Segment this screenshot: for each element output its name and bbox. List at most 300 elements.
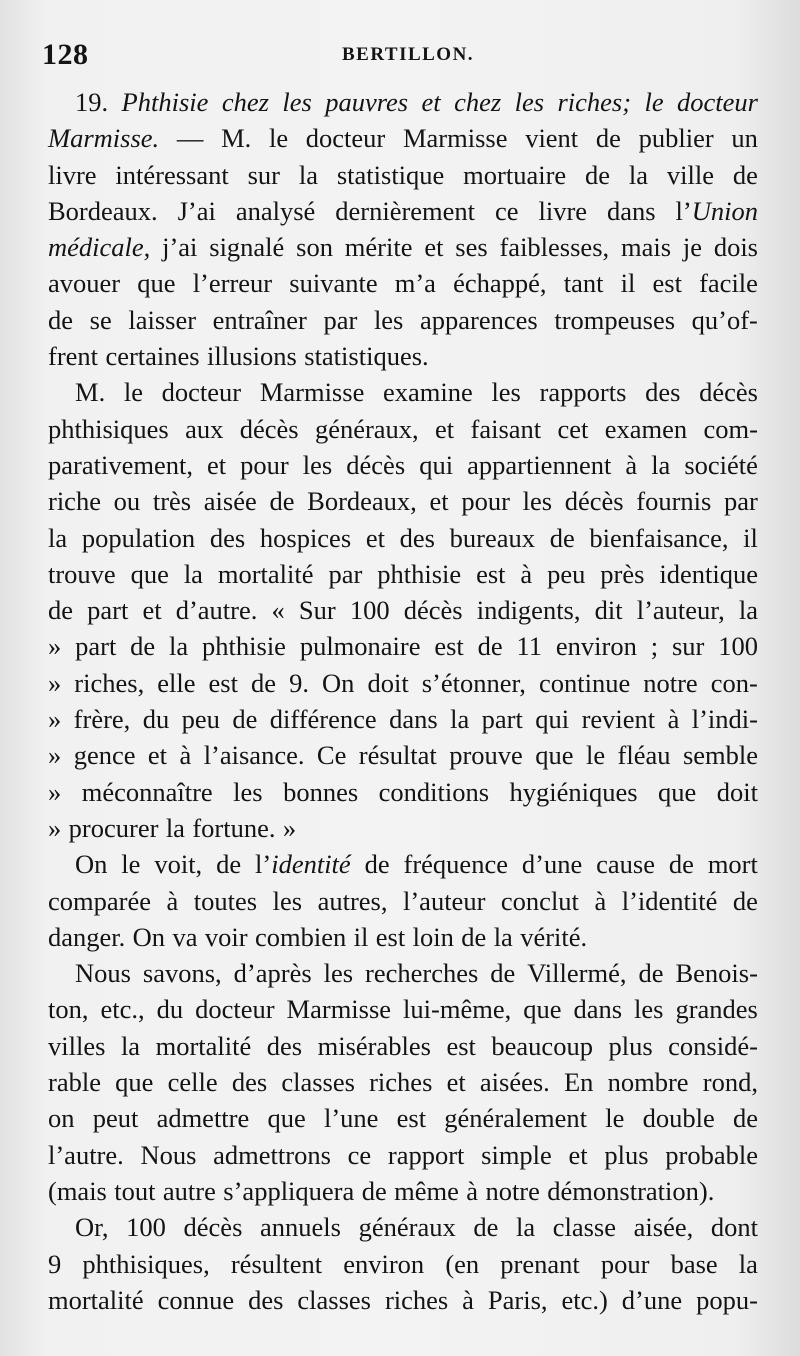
word: classes [281,1067,355,1098]
word: la [183,558,203,589]
word: de [216,849,242,880]
word: entraîner [212,304,307,335]
word: Ce [316,740,347,771]
word: Sur [298,595,336,626]
word: plus [604,1139,649,1170]
word: Marmisse [286,994,392,1025]
word: le [644,87,664,117]
word: sur [247,159,280,190]
word: de [364,849,390,880]
word: docteur [677,87,758,117]
word: 100 [126,1212,166,1243]
word: certaines [105,341,200,372]
word: je [682,232,702,263]
word: On [132,921,166,952]
word: Marmisse [402,123,508,154]
word: de [490,958,516,989]
word: on [48,1103,75,1134]
word: à [625,449,638,480]
word: la [169,631,189,662]
word: l’autre. [48,1139,124,1170]
word: généraux [358,1212,456,1243]
word: il [353,921,369,952]
word: procurer [68,812,159,843]
word: riches [369,1067,433,1098]
word: revient [581,704,656,735]
text-line [48,883,758,919]
word: par [323,304,358,335]
word: notre [643,667,698,698]
word: 19. [75,87,109,117]
word: Paris, [487,1284,548,1315]
word: à [166,885,179,916]
word: parativement, [48,449,193,480]
word: Bordeaux. [48,195,158,226]
word: à [179,740,192,771]
word: (mais [48,1175,107,1206]
word: l’Union [675,195,758,226]
page-number: 128 [42,38,89,71]
word: les [634,994,664,1025]
text-line [48,810,758,846]
word: double [642,1103,715,1134]
word: de [668,849,694,880]
word: notre [485,1175,540,1206]
word: — [176,123,204,154]
word: décès [239,413,299,444]
word: différence [269,704,377,735]
word: j’ai [162,232,198,263]
word: aux [185,413,224,444]
word: l’auteur [403,885,486,916]
text-line [48,483,758,519]
word: il [743,522,758,553]
word: grandes [675,994,758,1025]
word: la [120,1030,141,1061]
word: Bordeaux, [307,486,417,517]
word: con- [710,667,758,698]
word: et [142,595,162,626]
text-line [48,411,758,447]
text-line [48,193,758,229]
word: identique [659,558,758,589]
word: est [375,921,406,952]
word: est [396,1103,427,1134]
word: les [514,87,545,117]
word: Phthisie [121,87,209,117]
word: part [481,704,523,735]
word: les [323,958,354,989]
text-line [48,665,758,701]
word: phthisiques, [82,1248,210,1279]
word: elle [157,667,196,698]
word: médicale, [48,232,151,263]
word: M. [75,377,106,408]
word: un [731,123,758,154]
word: et [424,232,444,263]
word: Villermé, [527,958,627,989]
word: est [208,667,238,698]
word: riche [48,486,101,517]
word: le [585,740,606,771]
word: l’aisance. [203,740,305,771]
word: très [152,486,192,517]
word: des [231,1067,268,1098]
word: mortuaire [463,159,567,190]
word: autres, [317,885,388,916]
word: que [658,776,697,807]
text-line [48,1282,758,1318]
word: semble [682,740,758,771]
word: combien [254,921,347,952]
word: l’une [323,1103,379,1134]
text-line [48,1209,758,1245]
word: la [738,595,758,626]
word: par [724,486,758,517]
word: échappé, [453,268,547,299]
word: Nous [140,1139,197,1170]
word: bureaux [449,522,536,553]
word: » [48,631,62,662]
word: s’étonner, [421,667,526,698]
text-line [48,1173,758,1209]
word: décès [403,595,463,626]
word: livre [48,159,97,190]
word: « [271,595,285,626]
word: environ [555,631,637,662]
word: et [207,449,227,480]
word: de [461,921,487,952]
word: de [477,631,503,662]
word: le [121,849,141,880]
word: va [172,921,198,952]
word: de [361,1175,387,1206]
word: recherches [365,958,479,989]
word: et [446,1067,466,1098]
word: décès [183,1212,243,1243]
word: ville [666,159,715,190]
word: Nous [75,958,131,989]
word: mortalité [155,1030,252,1061]
word: plus [608,1030,653,1061]
word: tant [563,268,604,299]
word: société [684,449,758,480]
word: admettrons [213,1139,331,1170]
word: fléau [617,740,671,771]
word: la [298,159,318,190]
word: loin [412,921,454,952]
word: est [652,268,682,299]
word: et [421,87,441,117]
word: la [515,1212,536,1243]
word: docteur [305,123,386,154]
word: qui [535,704,570,735]
text-line [48,592,758,628]
word: décès [699,377,758,408]
word: de [48,304,74,335]
word: autre [162,1175,216,1206]
word: dans [573,994,623,1025]
word: l’erreur [192,268,273,299]
word: l’auteur, [636,595,725,626]
word: docteur [161,377,242,408]
word: trouve [48,558,116,589]
word: des [266,1030,303,1061]
word: que [523,994,562,1025]
word: (en [445,1248,480,1279]
word: mortalité [48,1284,144,1315]
word: pauvres [325,87,409,117]
word: chez [454,87,502,117]
text-line [48,302,758,338]
word: faisant [470,413,542,444]
word: et [365,522,385,553]
word: statistiques. [304,341,429,372]
word: la [628,159,649,190]
word: à [462,1284,474,1315]
word: bienfaisance, [589,522,729,553]
word: avouer [48,268,121,299]
word: et [568,1139,588,1170]
word: des [248,1284,284,1315]
word: pour [600,1248,650,1279]
word: connue [157,1284,235,1315]
word: les [373,304,404,335]
word: analysé [235,195,316,226]
word: ; [650,631,659,662]
word: prenant [500,1248,580,1279]
word: com- [703,413,758,444]
word: peu [547,558,586,589]
word: prouve [449,740,523,771]
word: de [732,885,758,916]
word: le [605,1103,625,1134]
word: décès [346,449,406,480]
word: misérables [317,1030,431,1061]
word: les [282,87,312,117]
word: de [585,159,611,190]
word: bonnes [283,776,359,807]
text-line [48,1064,758,1100]
word: les [302,449,333,480]
word: faiblesses, [499,232,610,263]
text-line [48,120,758,156]
word: de [232,704,258,735]
word: phthisiques [48,413,169,444]
word: examine [383,377,473,408]
word: riches, [74,667,145,698]
word: part [87,595,129,626]
word: annuels [260,1212,341,1243]
word: » [48,812,62,843]
word: l’identité [621,885,718,916]
word: est [446,1030,476,1061]
word: résultent [230,1248,323,1279]
word: doit [716,776,758,807]
word: classes [297,1284,371,1315]
word: que [115,1067,154,1098]
word: » [48,776,62,807]
word: voir [204,921,248,952]
word: 9 [48,1248,62,1279]
word: décès [564,486,624,517]
text-line [48,737,758,773]
word: chez [221,87,269,117]
word: dois [713,232,758,263]
word: livre [538,195,588,226]
word: rapport [387,1139,465,1170]
word: phthisie [202,631,286,662]
word: tout [114,1175,156,1206]
word: aisée, [633,1212,694,1243]
word: trompeuses [554,304,676,335]
word: intéressant [115,159,229,190]
word: voit, [154,849,203,880]
word: les [233,776,263,807]
word: conclut [500,885,579,916]
word: mérite [344,232,413,263]
word: à [466,1175,479,1206]
word: l’identité [255,849,351,880]
word: hospices [259,522,352,553]
word: considé- [668,1030,758,1061]
word: danger. [48,921,126,952]
word: de [595,123,621,154]
word: ce [347,1139,372,1170]
word: admettre [156,1103,250,1134]
text-line [48,229,758,265]
word: cause [596,849,655,880]
word: pour [240,449,289,480]
word: statistique [336,159,445,190]
word: aisée [203,486,257,517]
text-line [48,84,758,120]
word: des [399,522,435,553]
word: dans [389,704,438,735]
word: m’a [394,268,436,299]
word: laisser [128,304,197,335]
word: doit [367,667,409,698]
word: examen [604,413,688,444]
text-line [48,556,758,592]
word: vérité. [520,921,588,952]
word: et [435,413,455,444]
word: des [645,377,681,408]
word: d’une [621,1284,683,1315]
word: rapports [539,377,627,408]
word: des [209,522,246,553]
word: la [738,1248,758,1279]
word: la [48,522,68,553]
word: de [48,595,74,626]
word: M. [221,123,252,154]
word: que [267,1103,306,1134]
word: suivante [289,268,378,299]
word: qu’of- [691,304,758,335]
word: continue [538,667,631,698]
word: fortune. [192,812,276,843]
word: méconnaître [81,776,213,807]
word: est [476,558,506,589]
word: du [156,994,184,1025]
word: indigents, [476,595,581,626]
word: signalé [209,232,285,263]
word: cet [557,413,589,444]
word: 11 [516,631,543,662]
word: beaucoup [491,1030,593,1061]
word: à [667,704,680,735]
word: à [594,885,607,916]
word: résultat [358,740,437,771]
word: est [434,631,464,662]
text-line [48,955,758,991]
text-line [48,991,758,1027]
word: etc., [100,994,145,1025]
word: En [563,1067,594,1098]
word: rond, [702,1067,758,1098]
word: » [48,704,62,735]
text-line [48,374,758,410]
word: de [638,958,664,989]
word: On [322,667,355,698]
word: et [147,740,168,771]
word: 100 [349,595,390,626]
word: environ [343,1248,425,1279]
word: Or, [75,1212,109,1243]
word: frère, [73,704,131,735]
word: celle [167,1067,218,1098]
word: du [142,704,170,735]
body-text [48,84,758,1318]
word: de [473,1212,499,1243]
running-head [42,38,752,78]
word: villes [48,1030,106,1061]
word: part [75,631,117,662]
word: riches [384,1284,449,1315]
word: ses [455,232,488,263]
word: fournis [636,486,712,517]
word: simple [481,1139,552,1170]
word: de [732,159,758,190]
word: d’autre. [175,595,258,626]
word: de [251,667,277,698]
text-line [48,919,758,955]
running-title: BERTILLON. [342,44,475,65]
word: apparences [420,304,538,335]
word: savons, [142,958,222,989]
word: s’appliquera [223,1175,355,1206]
word: base [670,1248,718,1279]
word: à [520,558,533,589]
word: généraux, [314,413,419,444]
word: On [75,849,108,880]
word: de [269,486,295,517]
word: dit [594,595,623,626]
word: de [549,522,575,553]
word: ce [495,195,519,226]
word: 9. [289,667,309,698]
word: démonstration). [547,1175,715,1206]
word: que [535,740,574,771]
word: phthisie [377,558,462,589]
text-line [48,447,758,483]
text-line [48,701,758,737]
word: frent [48,341,99,372]
word: la [450,704,470,735]
word: la [651,449,671,480]
word: population [81,522,196,553]
word: l’indi- [691,704,758,735]
